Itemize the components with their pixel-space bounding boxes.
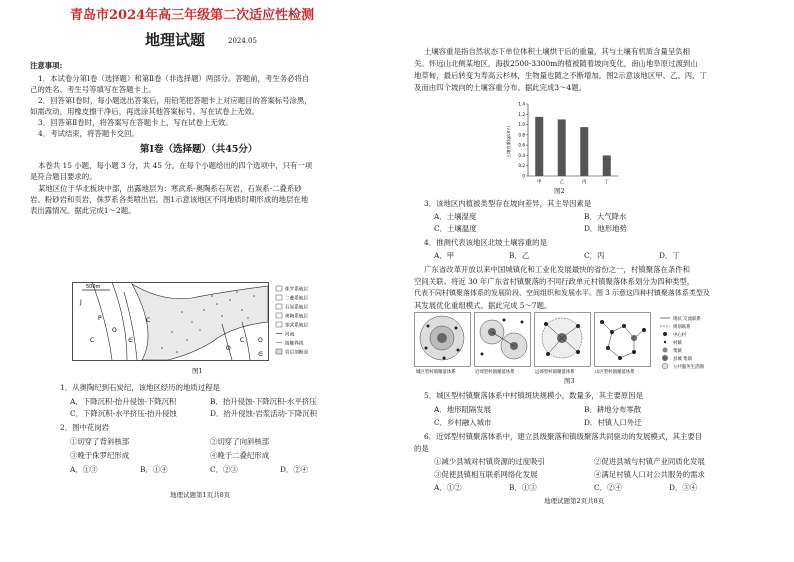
q1-option-a[interactable]: A．下降沉积-抬升侵蚀-下降沉积	[70, 397, 177, 406]
intro-line: 本卷共 15 小题，每小题 3 分，共 45 分。在每个小题给出的四个选项中，只有一项	[38, 161, 313, 170]
q1-option-d[interactable]: D．抬升侵蚀-岩浆活动-下降沉积	[210, 409, 317, 418]
passage2-line: 广东省改革开放以来中国城镇化和工业化发展最快的省份之一，村镇聚落在条件和	[424, 265, 691, 274]
svg-text:岩层剖断面: 岩层剖断面	[285, 350, 308, 356]
y-tick-label: 1.2	[518, 111, 525, 117]
bar	[580, 127, 588, 176]
exam-date: 2024.05	[228, 37, 257, 45]
q3-option-a[interactable]: A．土壤湿度	[434, 212, 477, 221]
question-2-stem: 2．图中花岗岩	[60, 423, 110, 432]
q2-option-b[interactable]: B．①④	[140, 465, 168, 474]
svg-text:公共服务生活圈: 公共服务生活圈	[673, 365, 704, 370]
left-page	[30, 0, 385, 562]
svg-text:J: J	[80, 299, 82, 306]
q6-option-a[interactable]: A．①②	[434, 483, 462, 492]
settlement-legend	[660, 315, 704, 370]
section-heading: 第Ⅰ卷（选择题）（共45分）	[140, 144, 258, 155]
y-axis-label: 土壤容重(g/cm³)	[506, 125, 511, 159]
y-tick-label: 0.2	[518, 163, 525, 169]
svg-text:寒武系地层: 寒武系地层	[285, 323, 308, 329]
q6-option-d[interactable]: D．③④	[669, 483, 698, 492]
x-tick-label: 丙	[581, 180, 587, 185]
passage2-line: 代表不同村镇聚落体系的发展阶段、空间组织和发展水平。图 3 示意这四种村镇聚落体系类型及	[414, 289, 710, 297]
mountain-type-panel	[595, 313, 651, 367]
svg-text:C: C	[146, 317, 151, 324]
right-page	[414, 0, 769, 562]
notice-line: 3．回答第Ⅱ卷时，将答案写在答题卡上，写在试卷上无效。	[38, 118, 233, 127]
passage-line: 关。怀远山北侧某地区，海拔2500-3300m的植被随着坡向变化，南山地阜原过渡到山	[414, 59, 698, 68]
x-tick-label: 丁	[604, 180, 610, 185]
soil-density-chart	[504, 98, 624, 186]
bar	[535, 117, 543, 176]
map-legend	[276, 286, 308, 356]
q2-item: ④晚于二叠纪形成	[210, 451, 270, 460]
notice-line: 2．回答第Ⅰ卷时，每小题选出答案后，用铅笔把答题卡上对应题目的答案标号涂黑，	[38, 96, 312, 105]
q1-option-b[interactable]: B．抬升侵蚀-下降沉积-水平挤压	[210, 397, 317, 406]
suburban-type-panel	[475, 313, 531, 367]
notice-line: 1．本试卷分第Ⅰ卷（选择题）和第Ⅱ卷（非选择题）两部分。答题前，考生务必将自	[38, 74, 310, 83]
svg-text:城区型村镇聚落体系: 城区型村镇聚落体系	[416, 370, 456, 375]
svg-text:∈: ∈	[128, 337, 134, 344]
q4-option-b[interactable]: B．乙	[509, 251, 530, 260]
q6-item: ②促进县城与村镇产业同质化发展	[594, 457, 705, 466]
passage-line: 某地区位于华北板块中部，出露地层为：寒武系-奥陶系石灰岩，石炭系-二叠系砂	[38, 184, 302, 193]
svg-text:奥陶系地层: 奥陶系地层	[285, 314, 308, 320]
svg-text:C: C	[240, 337, 245, 344]
svg-text:集镇: 集镇	[673, 349, 682, 354]
question-6-stem: 6．近郊型村镇聚落体系中，建立县级聚落和镇级聚落共同驱动的发展模式，其主要目	[424, 432, 703, 441]
q3-option-d[interactable]: D．地形地势	[584, 224, 627, 233]
q6-item: ③促使县镇相互联系网络化发展	[434, 470, 538, 479]
q5-option-d[interactable]: D．村镇人口外迁	[584, 418, 642, 427]
passage-line: 岩、粉砂岩和页岩，侏罗系各类喷出岩。图1示意该地区不同地质时期形成的地层在地	[30, 195, 309, 204]
q1-option-c[interactable]: C．下降沉积-水平挤压-抬升侵蚀	[70, 409, 177, 418]
q5-option-a[interactable]: A．地形阻隔发展	[434, 405, 492, 414]
bar	[558, 119, 566, 176]
x-tick-label: 乙	[559, 180, 565, 185]
question-4-stem: 4．推测代表该地区北坡土壤容重的是	[424, 238, 547, 247]
notice-heading: 注意事项:	[30, 61, 63, 70]
svg-text:石炭系地层: 石炭系地层	[285, 305, 308, 311]
svg-text:近郊型村镇聚落体系: 近郊型村镇聚落体系	[475, 370, 515, 375]
q4-option-c[interactable]: C．丙	[584, 251, 605, 260]
exurban-type-panel	[535, 313, 591, 367]
geologic-map-figure	[72, 282, 332, 362]
svg-text:O: O	[258, 337, 263, 344]
passage-line: 土壤容重是指自然状态下单位体积土壤烘干后的重量，其与土壤有机质含量呈负相	[424, 47, 691, 56]
scale-label: 500m	[86, 284, 101, 290]
svg-text:河流: 河流	[285, 332, 295, 338]
q6-item: ④满足村镇人口对公共服务的需求	[594, 470, 705, 479]
subject-title: 地理试题	[145, 31, 206, 49]
svg-text:中心村: 中心村	[673, 333, 687, 338]
q6-item: ①减少县城对村镇资源的过度吸引	[434, 457, 545, 466]
figure-3-caption: 图3	[564, 377, 575, 385]
svg-text:接触界线: 接触界线	[285, 341, 304, 347]
passage-line: 表出露情况。据此完成1～2题。	[30, 206, 136, 215]
page-footer: 地理试题第1页共8页	[170, 491, 231, 499]
x-tick-label: 甲	[536, 180, 542, 185]
q3-option-c[interactable]: C．土壤温度	[434, 224, 477, 233]
q2-option-d[interactable]: D．②④	[280, 465, 309, 474]
q2-item: ①切穿了背斜核部	[70, 437, 130, 446]
settlement-diagram	[414, 312, 769, 376]
q6-option-b[interactable]: B．①③	[509, 483, 537, 492]
q3-option-b[interactable]: B．大气降水	[584, 212, 627, 221]
y-tick-label: 0.6	[518, 142, 525, 148]
passage-line: 地草甸，最后转变为寿高云杉林，生物量也随之不断增加。图2示意该地区甲、乙、丙、丁	[414, 71, 707, 80]
svg-text:O: O	[226, 345, 231, 352]
notice-line: 如需改动，用橡皮擦干净后，再选涂其他答案标号。写在试卷上无效。	[30, 107, 260, 116]
figure-1-caption: 图1	[192, 367, 203, 375]
bar	[603, 155, 611, 176]
svg-text:二叠系地层: 二叠系地层	[285, 296, 308, 302]
page-footer: 地理试题第2页共8页	[544, 497, 605, 505]
svg-text:P: P	[98, 315, 102, 322]
passage2-line: 其发展优化重组模式。据此完成 5～7题。	[414, 301, 552, 310]
y-tick-label: 0.8	[518, 132, 525, 138]
y-tick-label: 1.0	[518, 122, 525, 128]
svg-text:县城 集镇: 县城 集镇	[673, 357, 692, 362]
svg-text:现状 交流联系: 现状 交流联系	[673, 317, 701, 322]
svg-text:村镇: 村镇	[673, 341, 682, 346]
svg-text:规划联系: 规划联系	[673, 325, 691, 330]
intro-line: 是符合题目要求的。	[30, 172, 97, 181]
question-3-stem: 3．该地区内植被类型存在坡向差异，其主导因素是	[424, 199, 592, 208]
exam-title: 青岛市2024年高三年级第二次适应性检测	[70, 8, 315, 23]
notice-line: 己的姓名、考生号等填写在答题卡上。	[30, 85, 156, 94]
passage2-line: 空间关联。将近 30 年广东省村镇聚落的不同行政单元村镇聚落体系划分为四种类型，	[414, 277, 695, 286]
svg-text:侏罗系地层: 侏罗系地层	[285, 287, 308, 293]
svg-text:∈: ∈	[258, 351, 264, 358]
q2-item: ③晚于侏罗纪形成	[70, 451, 130, 460]
question-1-stem: 1．从奥陶纪到石炭纪，该地区经历的地质过程是	[60, 383, 220, 392]
question-6-stem-cont: 的是	[414, 444, 429, 453]
q2-option-a[interactable]: A．①③	[70, 465, 98, 474]
figure-2-caption: 图2	[554, 187, 565, 195]
q4-option-d[interactable]: D．丁	[659, 251, 680, 260]
notice-line: 4．考试结束，将答题卡交回。	[38, 129, 139, 138]
svg-text:C: C	[90, 337, 95, 344]
svg-text:远郊型村镇聚落体系: 远郊型村镇聚落体系	[535, 370, 575, 375]
y-tick-label: 0.4	[518, 152, 525, 158]
q4-option-a[interactable]: A．甲	[434, 251, 455, 260]
svg-text:山区型村镇聚落体系: 山区型村镇聚落体系	[595, 370, 635, 375]
q2-item: ②切穿了向斜核部	[210, 437, 270, 446]
q5-option-c[interactable]: C．乡村融入城市	[434, 418, 492, 427]
q6-option-c[interactable]: C．②④	[594, 483, 622, 492]
y-tick-label: 0	[522, 173, 525, 179]
q2-option-c[interactable]: C．②③	[210, 465, 238, 474]
question-5-stem: 5．城区型村镇聚落体系中村镇斑块规模小，数量多，其主要原因是	[424, 391, 644, 400]
q5-option-b[interactable]: B．耕地分布零散	[584, 405, 642, 414]
svg-text:O: O	[112, 327, 117, 334]
urban-type-panel	[415, 313, 471, 367]
y-tick-label: 1.4	[518, 101, 525, 107]
passage-line: 及而由四个坡向的土壤容重分布。据此完成3～4题。	[414, 83, 587, 92]
